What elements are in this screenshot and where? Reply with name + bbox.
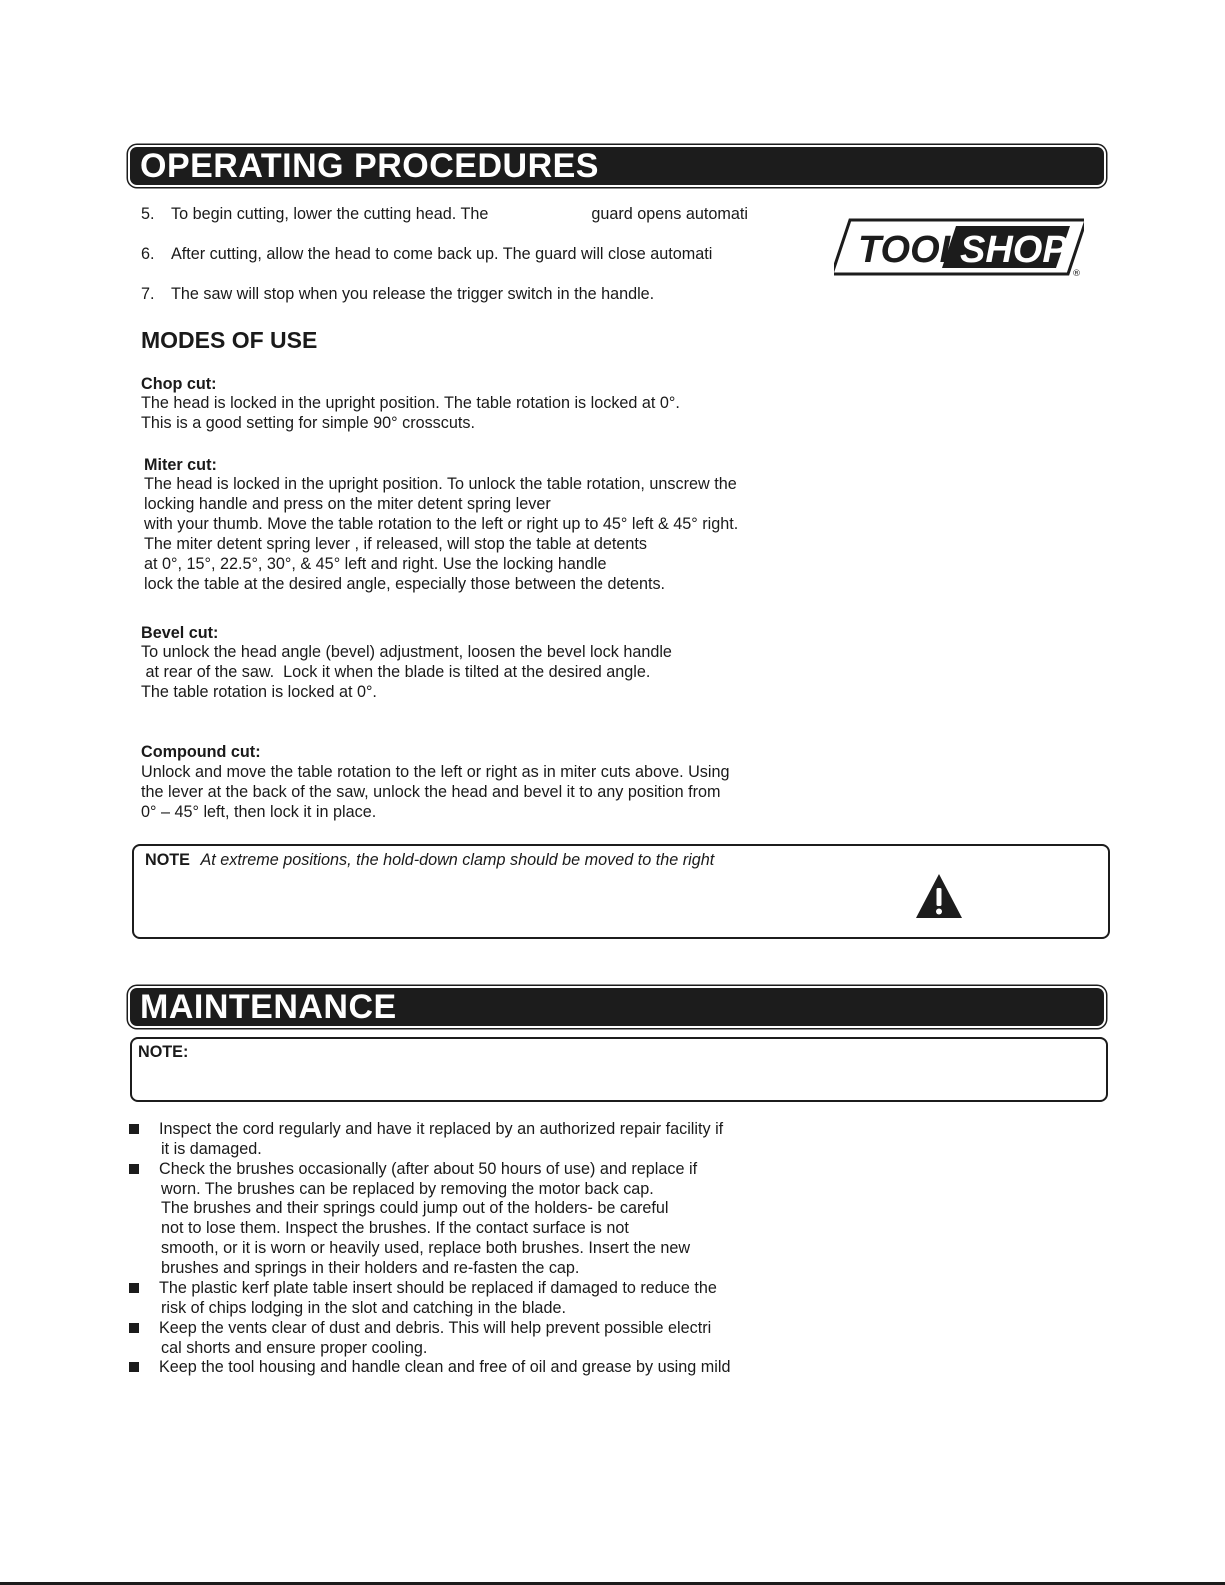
chop-line-1: The head is locked in the upright position. The table rotation is locked at 0°.	[141, 394, 680, 412]
section-title: OPERATING PROCEDURES	[140, 147, 599, 185]
miter-line-5: at 0°, 15°, 22.5°, 30°, & 45° left and right. Use the locking handle	[144, 555, 607, 573]
bullet-marker	[129, 1362, 139, 1372]
miter-line-2: locking handle and press on the miter detent spring lever	[144, 495, 551, 513]
bullet-4-line-1: Keep the vents clear of dust and debris. This will help prevent possible electri	[159, 1319, 712, 1337]
step-5-text-b: guard opens automati	[591, 205, 748, 223]
bullet-2-line-3: The brushes and their springs could jump out of the holders- be careful	[161, 1199, 669, 1217]
bullet-1-line-2: it is damaged.	[161, 1140, 262, 1158]
section-title: MAINTENANCE	[140, 988, 397, 1026]
bullet-5-line-1: Keep the tool housing and handle clean and free of oil and grease by using mild	[159, 1358, 731, 1376]
operating-procedures-header	[130, 147, 1104, 185]
bullet-2-line-5: smooth, or it is worn or heavily used, replace both brushes. Insert the new	[161, 1239, 691, 1257]
logo-word-tool: TOOL	[858, 229, 963, 271]
modes-of-use-title: MODES OF USE	[141, 327, 318, 353]
miter-line-6: lock the table at the desired angle, especially those between the detents.	[144, 575, 666, 593]
chop-cut-heading: Chop cut:	[141, 375, 217, 393]
miter-line-4: The miter detent spring lever , if released, will stop the table at detents	[144, 535, 647, 553]
chop-line-2: This is a good setting for simple 90° crosscuts.	[141, 414, 475, 432]
step-5-text-a: To begin cutting, lower the cutting head. The	[171, 205, 489, 223]
maintenance-header	[130, 988, 1104, 1026]
maintenance-note-box	[130, 1037, 1108, 1102]
compound-cut-heading: Compound cut:	[141, 743, 261, 761]
bullet-1-line-1: Inspect the cord regularly and have it replaced by an authorized repair facility if	[159, 1120, 724, 1138]
bevel-line-1: To unlock the head angle (bevel) adjustment, loosen the bevel lock handle	[141, 643, 672, 661]
bullet-2-line-6: brushes and springs in their holders and re-fasten the cap.	[161, 1259, 580, 1277]
maintenance-note-label: NOTE:	[138, 1043, 189, 1061]
bevel-line-3: The table rotation is locked at 0°.	[141, 683, 377, 701]
bullet-3-line-1: The plastic kerf plate table insert should be replaced if damaged to reduce the	[159, 1279, 717, 1297]
miter-line-1: The head is locked in the upright position. To unlock the table rotation, unscrew the	[144, 475, 737, 493]
miter-cut-heading: Miter cut:	[144, 456, 217, 474]
bullet-marker	[129, 1323, 139, 1333]
bevel-line-2: at rear of the saw. Lock it when the blade is tilted at the desired angle.	[141, 663, 651, 681]
bullet-marker	[129, 1283, 139, 1293]
bullet-marker	[129, 1124, 139, 1134]
warning-triangle-icon	[914, 872, 964, 920]
bullet-2-line-1: Check the brushes occasionally (after about 50 hours of use) and replace if	[159, 1160, 698, 1178]
compound-line-3: 0° – 45° left, then lock it in place.	[141, 803, 377, 821]
bullet-2-line-2: worn. The brushes can be replaced by removing the motor back cap.	[161, 1180, 654, 1198]
miter-line-3: with your thumb. Move the table rotation to the left or right up to 45° left & 45° right.	[144, 515, 739, 533]
compound-line-2: the lever at the back of the saw, unlock the head and bevel it to any position from	[141, 783, 721, 801]
bullet-4-line-2: cal shorts and ensure proper cooling.	[161, 1339, 428, 1357]
bullet-marker	[129, 1164, 139, 1174]
note-text: At extreme positions, the hold-down clamp should be moved to the right	[200, 851, 715, 869]
logo-word-shop: SHOP	[960, 229, 1068, 271]
bullet-3-line-2: risk of chips lodging in the slot and catching in the blade.	[161, 1299, 566, 1317]
compound-line-1: Unlock and move the table rotation to the left or right as in miter cuts above. Using	[141, 763, 730, 781]
bevel-cut-heading: Bevel cut:	[141, 624, 219, 642]
tool-shop-logo	[834, 216, 1084, 276]
note-label: NOTE	[145, 851, 190, 869]
note-box	[132, 844, 1110, 939]
bullet-2-line-4: not to lose them. Inspect the brushes. If the contact surface is not	[161, 1219, 629, 1237]
registered-mark: ®	[1072, 269, 1081, 278]
